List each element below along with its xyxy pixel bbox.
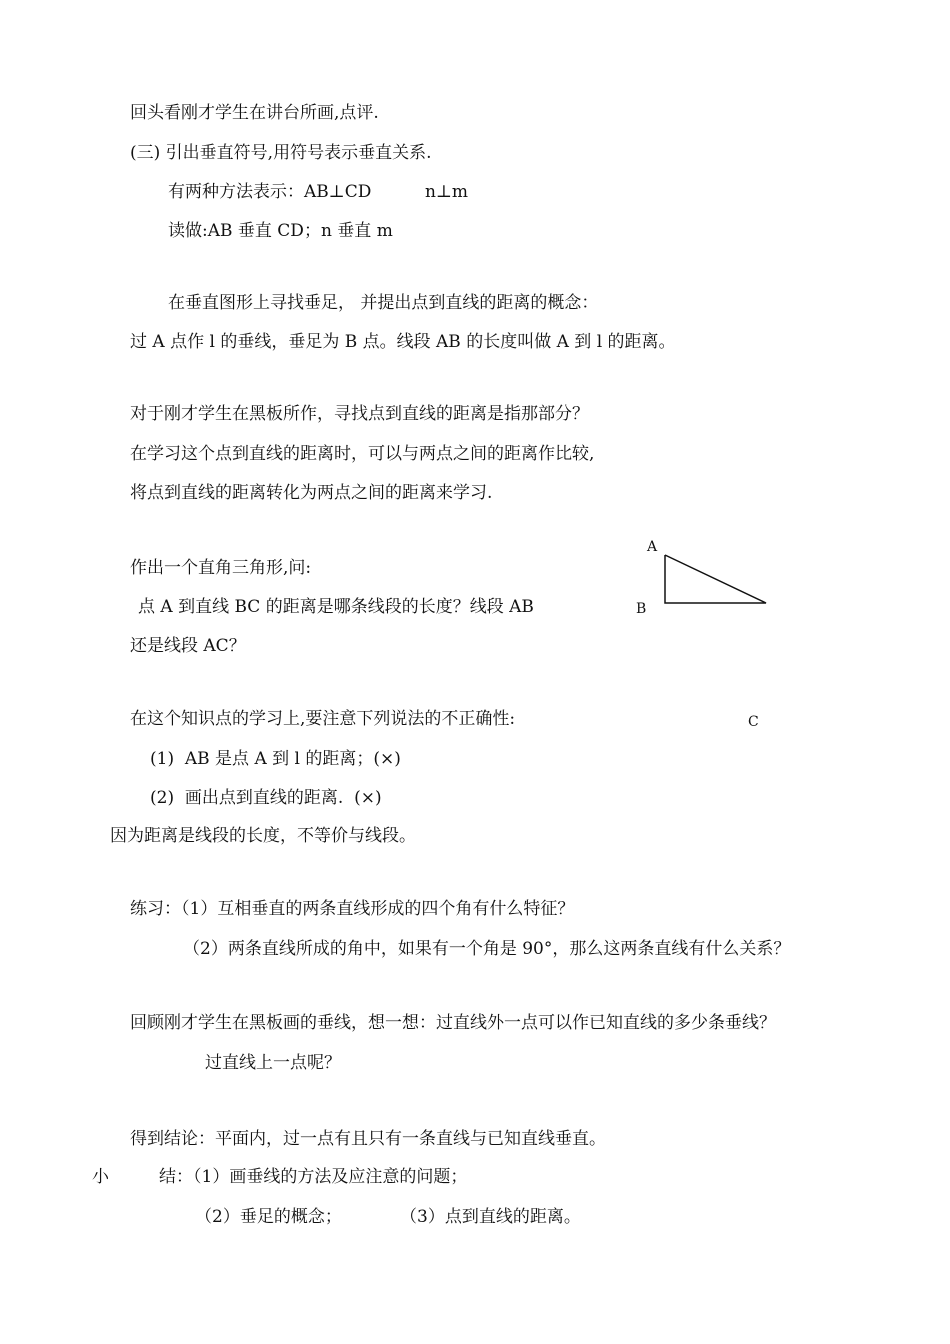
text-line: 作出一个直角三角形,问: [130, 558, 312, 578]
text-line: 在这个知识点的学习上,要注意下列说法的不正确性: [130, 709, 516, 729]
text-line: 因为距离是线段的长度，不等价与线段。 [110, 826, 416, 846]
text-line: （2）垂足的概念； [195, 1207, 342, 1227]
text-line: 还是线段 AC？ [130, 636, 246, 656]
text-line: 得到结论：平面内，过一点有且只有一条直线与已知直线垂直。 [130, 1129, 606, 1149]
text-line: 练习：（1）互相垂直的两条直线形成的四个角有什么特征？ [130, 899, 575, 919]
text-line: （3）点到直线的距离。 [400, 1207, 581, 1227]
text-line: 在学习这个点到直线的距离时，可以与两点之间的距离作比较, [130, 444, 595, 464]
text-line: 在垂直图形上寻找垂足， 并提出点到直线的距离的概念： [168, 293, 599, 313]
text-line: 回顾刚才学生在黑板画的垂线，想一想：过直线外一点可以作已知直线的多少条垂线？ [130, 1013, 776, 1033]
summary-label: 小 [92, 1167, 109, 1187]
list-item: (2) 画出点到直线的距离. (×) [150, 788, 382, 808]
text-line: n⊥m [425, 182, 469, 202]
text-line: （2）两条直线所成的角中，如果有一个角是 90°，那么这两条直线有什么关系？ [183, 939, 791, 959]
text-line: 过直线上一点呢？ [205, 1053, 341, 1073]
text-line: 回头看刚才学生在讲台所画,点评. [130, 103, 379, 123]
vertex-label-b: B [636, 601, 647, 617]
vertex-label-a: A [647, 539, 658, 555]
text-line: 有两种方法表示：AB⊥CD [168, 182, 372, 202]
text-line: 过 A 点作 l 的垂线，垂足为 B 点。线段 AB 的长度叫做 A 到 l 的距离。 [130, 332, 676, 352]
vertex-label-c: C [748, 714, 759, 730]
text-line: 读做:AB 垂直 CD；n 垂直 m [168, 221, 393, 241]
list-item: (1) AB 是点 A 到 l 的距离；(×) [150, 749, 401, 769]
text-line: 对于刚才学生在黑板所作，寻找点到直线的距离是指那部分？ [130, 404, 589, 424]
section-heading: (三) 引出垂直符号,用符号表示垂直关系. [130, 143, 432, 163]
triangle-outline [665, 555, 766, 603]
text-line: 将点到直线的距离转化为两点之间的距离来学习. [130, 483, 493, 503]
text-line: 点 A 到直线 BC 的距离是哪条线段的长度？线段 AB [138, 597, 534, 617]
text-line: 结：（1）画垂线的方法及应注意的问题； [159, 1167, 468, 1187]
